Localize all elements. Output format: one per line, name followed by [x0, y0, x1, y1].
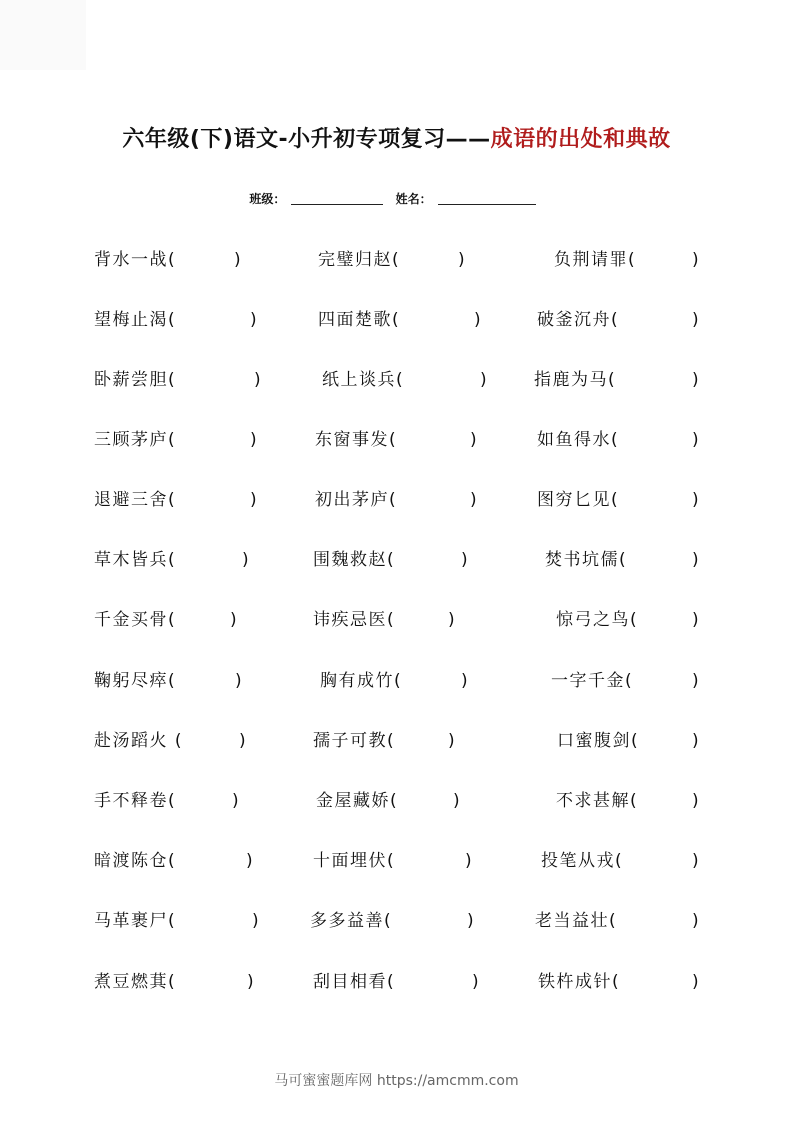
name-blank[interactable]	[438, 204, 536, 205]
idiom-item: 煮豆燃萁(	[94, 972, 177, 992]
idiom-item: 一字千金(	[551, 671, 634, 691]
idiom-item: 围魏救赵(	[313, 550, 396, 570]
idiom-item: 三顾茅庐(	[94, 430, 177, 450]
idiom-item: 老当益壮(	[535, 911, 618, 931]
idiom-item: 纸上谈兵(	[322, 370, 405, 390]
idiom-item: 千金买骨(	[94, 610, 177, 630]
question-row	[0, 967, 793, 997]
question-row	[0, 365, 793, 395]
idiom-item: 口蜜腹剑(	[557, 731, 640, 751]
footer-watermark: 马可蜜蜜题库网 https://amcmm.com	[274, 1073, 519, 1089]
idiom-item: 胸有成竹(	[320, 671, 403, 691]
question-row	[0, 666, 793, 696]
idiom-item: 投笔从戎(	[541, 851, 624, 871]
answer-close-paren: )	[247, 972, 254, 992]
question-row	[0, 425, 793, 455]
answer-close-paren: )	[692, 851, 699, 871]
idiom-item: 四面楚歌(	[318, 310, 401, 330]
idiom-item: 铁杵成针(	[538, 972, 621, 992]
idiom-item: 退避三舍(	[94, 490, 177, 510]
answer-close-paren: )	[235, 671, 242, 691]
answer-close-paren: )	[461, 550, 468, 570]
idiom-item: 暗渡陈仓(	[94, 851, 177, 871]
answer-close-paren: )	[230, 610, 237, 630]
name-label: 姓名：	[395, 192, 432, 206]
idiom-item: 望梅止渴(	[94, 310, 177, 330]
page-title	[0, 122, 793, 153]
answer-close-paren: )	[246, 851, 253, 871]
idiom-item: 如鱼得水(	[537, 430, 620, 450]
answer-close-paren: )	[232, 791, 239, 811]
idiom-item: 初出茅庐(	[315, 490, 398, 510]
answer-close-paren: )	[472, 972, 479, 992]
question-row	[0, 485, 793, 515]
answer-close-paren: )	[474, 310, 481, 330]
answer-close-paren: )	[470, 430, 477, 450]
answer-close-paren: )	[692, 791, 699, 811]
idiom-item: 赴汤蹈火 (	[94, 731, 184, 751]
idiom-item: 完璧归赵(	[318, 250, 401, 270]
idiom-item: 讳疾忌医(	[313, 610, 396, 630]
answer-close-paren: )	[692, 610, 699, 630]
answer-close-paren: )	[254, 370, 261, 390]
answer-close-paren: )	[467, 911, 474, 931]
answer-close-paren: )	[692, 370, 699, 390]
answer-close-paren: )	[453, 791, 460, 811]
idiom-item: 指鹿为马(	[534, 370, 617, 390]
idiom-item: 多多益善(	[310, 911, 393, 931]
answer-close-paren: )	[692, 430, 699, 450]
answer-close-paren: )	[692, 490, 699, 510]
question-row	[0, 605, 793, 635]
idiom-item: 图穷匕见(	[537, 490, 620, 510]
question-row	[0, 545, 793, 575]
answer-close-paren: )	[465, 851, 472, 871]
idiom-item: 手不释卷(	[94, 791, 177, 811]
answer-close-paren: )	[239, 731, 246, 751]
answer-close-paren: )	[692, 550, 699, 570]
idiom-item: 不求甚解(	[556, 791, 639, 811]
answer-close-paren: )	[458, 250, 465, 270]
idiom-item: 刮目相看(	[313, 972, 396, 992]
answer-close-paren: )	[448, 731, 455, 751]
idiom-item: 草木皆兵(	[94, 550, 177, 570]
answer-close-paren: )	[461, 671, 468, 691]
answer-close-paren: )	[448, 610, 455, 630]
answer-close-paren: )	[692, 911, 699, 931]
question-row	[0, 726, 793, 756]
question-row	[0, 245, 793, 275]
title-main: 六年级(下)语文-小升初专项复习——	[122, 127, 491, 152]
class-blank[interactable]	[291, 204, 383, 205]
answer-close-paren: )	[692, 250, 699, 270]
answer-close-paren: )	[252, 911, 259, 931]
idiom-item: 金屋藏娇(	[316, 791, 399, 811]
question-row	[0, 305, 793, 335]
title-accent: 成语的出处和典故	[490, 127, 671, 152]
answer-close-paren: )	[692, 310, 699, 330]
idiom-item: 焚书坑儒(	[545, 550, 628, 570]
answer-close-paren: )	[480, 370, 487, 390]
answer-close-paren: )	[250, 490, 257, 510]
answer-close-paren: )	[692, 972, 699, 992]
answer-close-paren: )	[692, 671, 699, 691]
idiom-item: 破釜沉舟(	[537, 310, 620, 330]
corner-mark	[0, 0, 86, 70]
answer-close-paren: )	[234, 250, 241, 270]
class-label: 班级：	[249, 192, 286, 206]
answer-close-paren: )	[470, 490, 477, 510]
idiom-item: 卧薪尝胆(	[94, 370, 177, 390]
answer-close-paren: )	[250, 430, 257, 450]
idiom-item: 惊弓之鸟(	[556, 610, 639, 630]
student-info	[0, 190, 793, 207]
answer-close-paren: )	[692, 731, 699, 751]
question-row	[0, 846, 793, 876]
question-row	[0, 786, 793, 816]
question-row	[0, 906, 793, 936]
idiom-item: 马革裹尸(	[94, 911, 177, 931]
idiom-item: 孺子可教(	[313, 731, 396, 751]
idiom-item: 鞠躬尽瘁(	[94, 671, 177, 691]
idiom-item: 背水一战(	[94, 250, 177, 270]
idiom-item: 十面埋伏(	[313, 851, 396, 871]
answer-close-paren: )	[250, 310, 257, 330]
answer-close-paren: )	[242, 550, 249, 570]
idiom-item: 负荆请罪(	[554, 250, 637, 270]
idiom-item: 东窗事发(	[315, 430, 398, 450]
